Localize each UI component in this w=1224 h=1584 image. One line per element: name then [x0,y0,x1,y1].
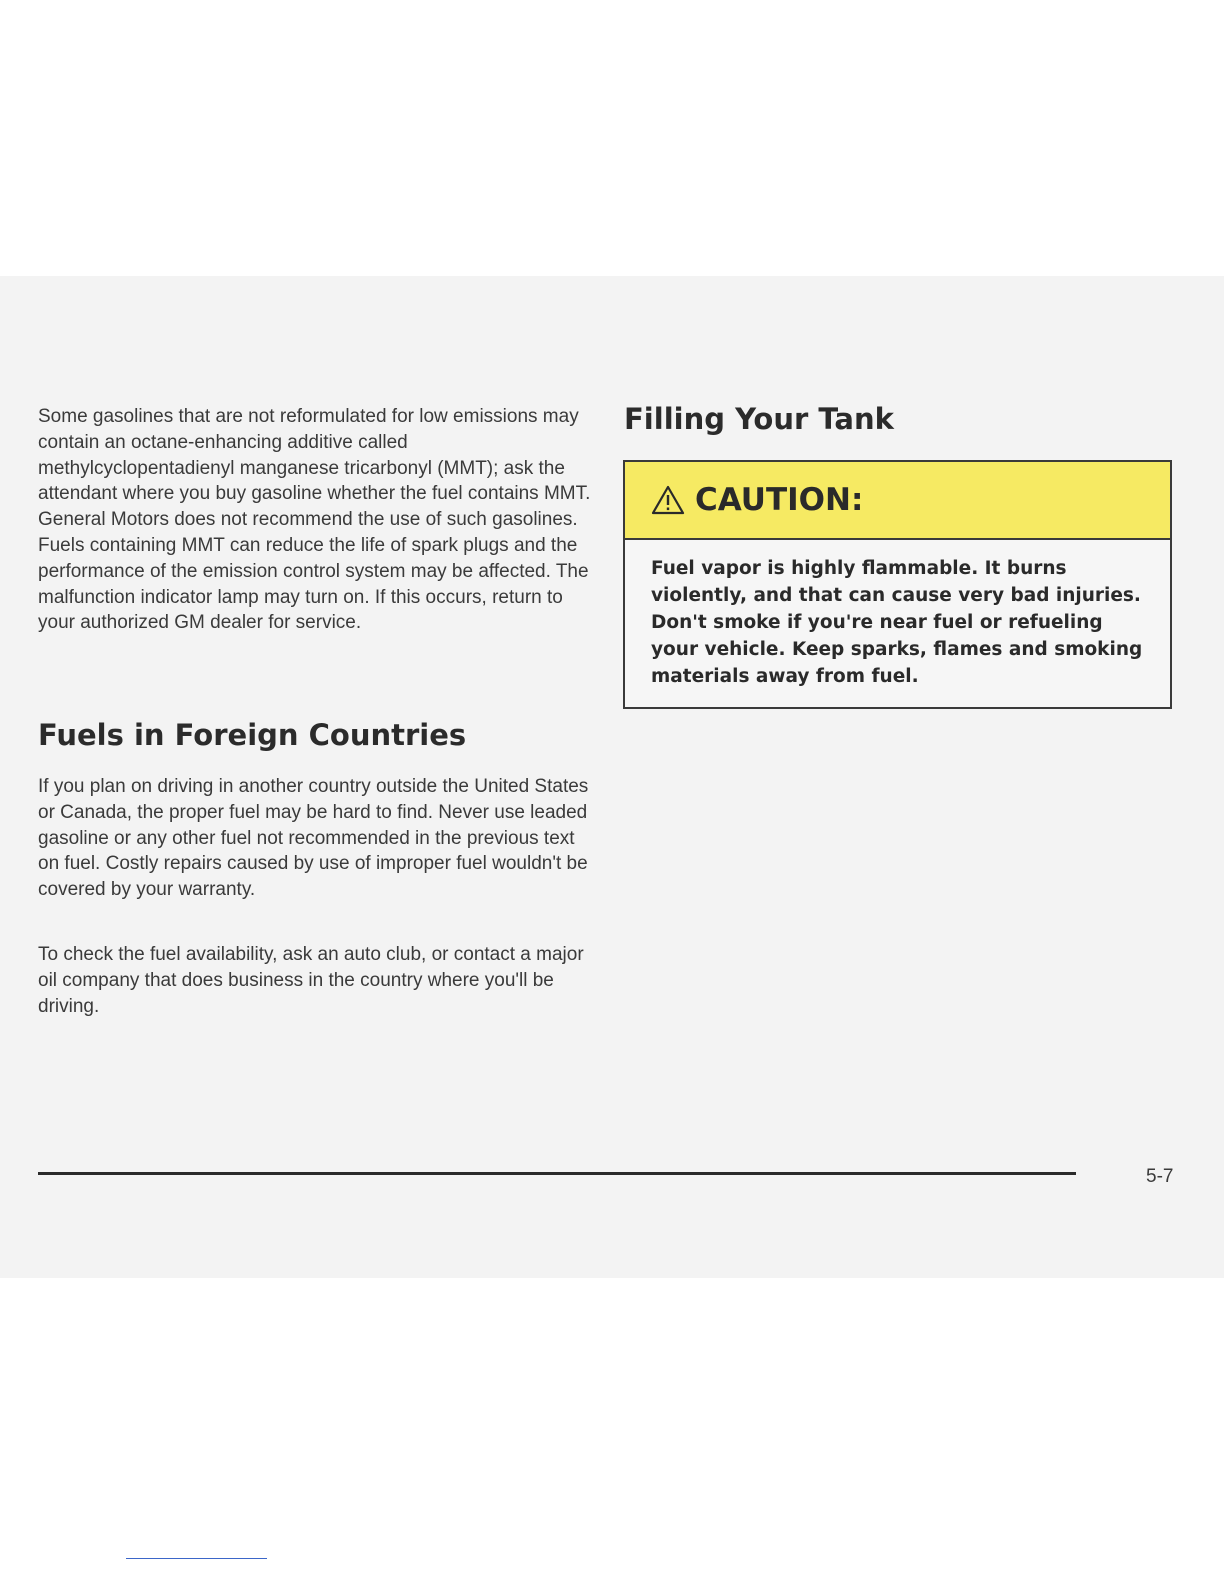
page-number: 5-7 [1146,1166,1174,1187]
caution-text: Fuel vapor is highly flammable. It burns violently, and that can cause very bad injuries. Don't smoke if you're near fuel or refueling your vehicle. Keep sparks, flames and smoking materials away from fuel. [651,558,1143,687]
fuel-availability-paragraph: To check the fuel availability, ask an auto club, or contact a major oil company that does business in the country where you'll be driving. [38,944,584,1017]
filling-tank-heading: Filling Your Tank [624,402,894,436]
link-underline [126,1558,267,1559]
caution-header [625,462,1170,540]
caution-title: CAUTION: [695,482,864,518]
footer-rule [38,1172,1076,1175]
foreign-fuels-heading: Fuels in Foreign Countries [38,718,467,752]
mmt-paragraph: Some gasolines that are not reformulated for low emissions may contain an octane-enhancing additive called methylcyclopentadienyl manganese tricarbonyl (MMT); ask the attendant where you buy gasoline whether the fuel contains MMT. General Motors does not recommend the use of such gasolines. Fuels containing MMT can reduce the life of spark plugs and the performance of the emission control system may be affected. The malfunction indicator lamp may turn on. If this occurs, return to your authorized GM dealer for service. [38,406,591,634]
foreign-fuels-paragraph: If you plan on driving in another country outside the United States or Canada, the proper fuel may be hard to find. Never use leaded gasoline or any other fuel not recommended in the previous text on fuel. Costly repairs caused by use of improper fuel wouldn't be covered by your warranty. [38,776,589,901]
caution-box [623,460,1172,709]
warning-triangle-icon [651,485,685,515]
